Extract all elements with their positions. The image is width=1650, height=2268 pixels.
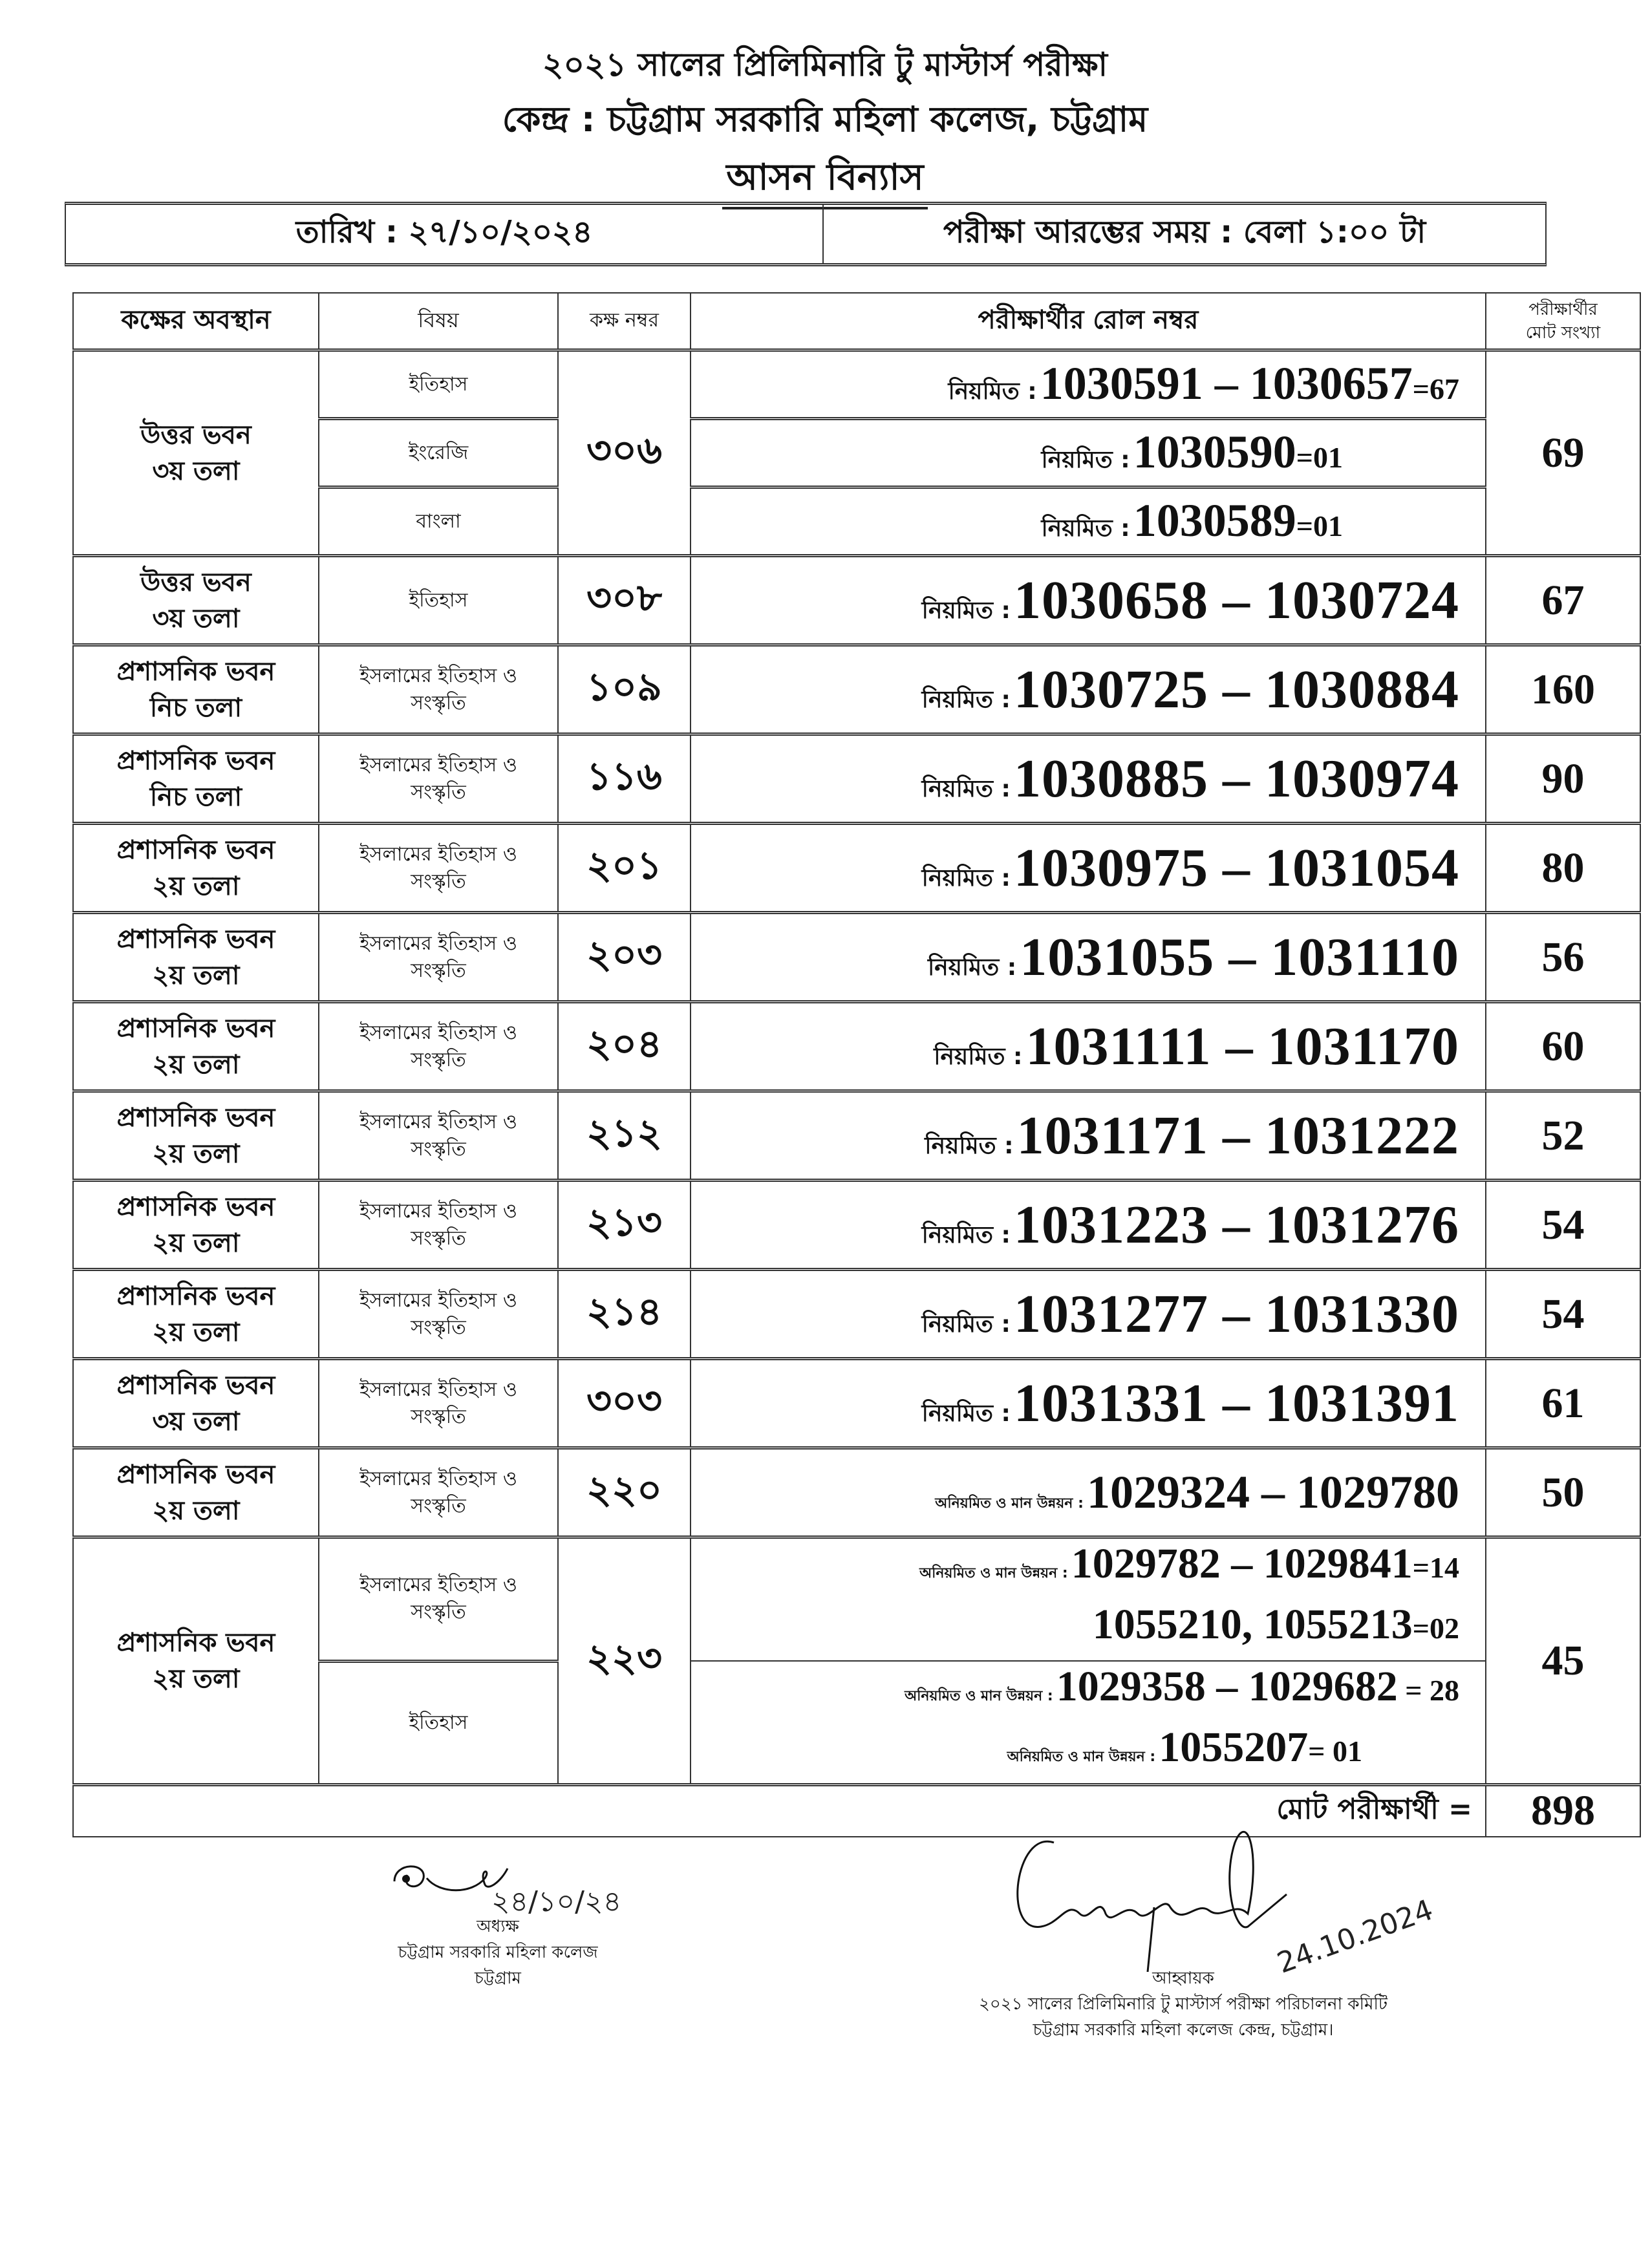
grand-total-value: 898 xyxy=(1486,1785,1640,1837)
roll-cell xyxy=(691,1002,1486,1091)
room-number: ২০১ xyxy=(558,824,691,913)
total-count: 67 xyxy=(1486,556,1640,645)
convener-center: চট্টগ্রাম সরকারি মহিলা কলেজ কেন্দ্র, চট্টগ্রাম। xyxy=(1033,2020,1334,2040)
location-floor: ৩য় তলা xyxy=(152,1406,240,1437)
roll-line xyxy=(691,1539,1459,1599)
roll-single: 1030590 xyxy=(1133,425,1296,478)
room-number: ৩০৬ xyxy=(558,350,691,556)
grand-total-row xyxy=(73,1785,1640,1837)
location-floor: ২য় তলা xyxy=(152,1049,240,1080)
roll-cell xyxy=(691,1181,1486,1270)
subject-cell xyxy=(319,645,558,734)
location-floor: ২য় তলা xyxy=(152,1664,240,1694)
subject-line: ইসলামের ইতিহাস ও xyxy=(359,1021,517,1044)
exam-center: কেন্দ্র : চট্টগ্রাম সরকারি মহিলা কলেজ, চট্টগ্রাম xyxy=(502,99,1148,140)
location-cell xyxy=(73,1448,319,1537)
table-row xyxy=(73,1270,1640,1359)
roll-range: 1031171 – 1031222 xyxy=(1016,1106,1459,1166)
roll-single: 1030589 xyxy=(1133,494,1296,546)
total-count: 54 xyxy=(1486,1270,1640,1359)
subject-cell xyxy=(319,1537,558,1662)
location-cell xyxy=(73,1270,319,1359)
grand-total-label: মোট পরীক্ষার্থী = xyxy=(73,1785,1486,1837)
regular-label: নিয়মিত : xyxy=(925,1133,1014,1159)
location-cell xyxy=(73,1181,319,1270)
location-cell xyxy=(73,1359,319,1448)
subject-line: ইসলামের ইতিহাস ও xyxy=(359,932,517,955)
principal-org: চট্টগ্রাম সরকারি মহিলা কলেজ xyxy=(398,1943,598,1962)
subject-cell xyxy=(319,1448,558,1537)
roll-count: =67 xyxy=(1412,372,1459,405)
location-cell xyxy=(73,913,319,1002)
location-cell xyxy=(73,824,319,913)
subject-line: সংস্কৃতি xyxy=(411,1137,466,1161)
total-count: 69 xyxy=(1486,350,1640,556)
roll-cell xyxy=(691,734,1486,824)
regular-label: নিয়মিত : xyxy=(921,597,1011,624)
subject-cell: ইতিহাস xyxy=(319,350,558,419)
room-number: ২১৩ xyxy=(558,1181,691,1270)
total-count: 45 xyxy=(1486,1537,1640,1785)
subject-cell: ইংরেজি xyxy=(319,419,558,487)
header-total-line1: পরীক্ষার্থীর xyxy=(1528,299,1598,319)
total-count: 160 xyxy=(1486,645,1640,734)
location-cell xyxy=(73,734,319,824)
subject-line: ইসলামের ইতিহাস ও xyxy=(359,1110,517,1133)
seat-plan-table xyxy=(72,292,1641,1837)
table-row xyxy=(73,824,1640,913)
location-floor: নিচ তলা xyxy=(149,782,242,812)
roll-range: 1030975 – 1031054 xyxy=(1014,838,1459,898)
total-count: 50 xyxy=(1486,1448,1640,1537)
location-floor: নিচ তলা xyxy=(149,692,242,723)
regular-label: নিয়মিত : xyxy=(934,1043,1023,1070)
location-building: প্রশাসনিক ভবন xyxy=(116,1013,275,1043)
header-roll: পরীক্ষার্থীর রোল নম্বর xyxy=(691,293,1486,350)
subject-line: সংস্কৃতি xyxy=(411,1601,466,1624)
subject-line: সংস্কৃতি xyxy=(411,1316,466,1339)
roll-list: 1055210, 1055213 xyxy=(1092,1601,1413,1648)
subject-line: ইসলামের ইতিহাস ও xyxy=(359,842,517,866)
roll-cell xyxy=(691,913,1486,1002)
room-number: ২০৩ xyxy=(558,913,691,1002)
irregular-label: অনিয়মিত ও মান উন্নয়ন : xyxy=(905,1688,1053,1704)
regular-label: নিয়মিত : xyxy=(948,378,1037,405)
roll-range: 1030658 – 1030724 xyxy=(1014,570,1459,630)
subject-cell xyxy=(319,556,558,645)
roll-range: 1031277 – 1031330 xyxy=(1014,1284,1459,1344)
location-floor: ২য় তলা xyxy=(152,960,240,990)
convener-handwritten-date: 24.10.2024 xyxy=(1272,1893,1438,1980)
roll-cell xyxy=(691,1661,1486,1785)
total-count: 61 xyxy=(1486,1359,1640,1448)
convener-signature-block xyxy=(860,1843,1506,2043)
location-building: প্রশাসনিক ভবন xyxy=(116,1281,275,1311)
roll-range: 1031331 – 1031391 xyxy=(1014,1373,1459,1433)
principal-signature-block xyxy=(362,1885,634,1991)
total-count: 90 xyxy=(1486,734,1640,824)
location-building: প্রশাসনিক ভবন xyxy=(116,1370,275,1400)
roll-range: 1030885 – 1030974 xyxy=(1014,749,1459,809)
subject-line: ইসলামের ইতিহাস ও xyxy=(359,1199,517,1223)
exam-title: ২০২১ সালের প্রিলিমিনারি টু মাস্টার্স পরীক্ষা xyxy=(542,46,1108,83)
location-cell xyxy=(73,556,319,645)
location-building: প্রশাসনিক ভবন xyxy=(116,1192,275,1222)
location-cell xyxy=(73,350,319,556)
room-number: ২১৪ xyxy=(558,1270,691,1359)
subject-cell xyxy=(319,824,558,913)
roll-cell xyxy=(691,556,1486,645)
subject-line: সংস্কৃতি xyxy=(411,691,466,714)
roll-count: =14 xyxy=(1412,1551,1459,1584)
room-number: ২১২ xyxy=(558,1091,691,1181)
subject-line: ইতিহাস xyxy=(409,588,468,612)
subject-cell xyxy=(319,1270,558,1359)
location-building: প্রশাসনিক ভবন xyxy=(116,656,275,687)
location-building: প্রশাসনিক ভবন xyxy=(116,1459,275,1490)
location-cell xyxy=(73,1537,319,1785)
room-number: ২২০ xyxy=(558,1448,691,1537)
roll-range: 1030591 – 1030657 xyxy=(1040,357,1413,409)
location-cell xyxy=(73,1002,319,1091)
roll-range: 1029324 – 1029780 xyxy=(1087,1466,1459,1518)
table-row xyxy=(73,1181,1640,1270)
convener-committee: ২০২১ সালের প্রিলিমিনারি টু মাস্টার্স পরীক্ষা পরিচালনা কমিটি xyxy=(978,1995,1388,2014)
table-row xyxy=(73,1091,1640,1181)
subject-cell xyxy=(319,734,558,824)
roll-range: 1030725 – 1030884 xyxy=(1014,659,1459,720)
regular-label: নিয়মিত : xyxy=(921,687,1011,713)
location-building: উত্তর ভবন xyxy=(140,567,252,597)
total-count: 56 xyxy=(1486,913,1640,1002)
roll-single: 1055207 xyxy=(1159,1724,1309,1771)
regular-label: নিয়মিত : xyxy=(1041,515,1130,542)
principal-city: চট্টগ্রাম xyxy=(475,1969,521,1988)
subject-line: সংস্কৃতি xyxy=(411,780,466,804)
principal-handwritten-date: ২৪/১০/২৪ xyxy=(491,1885,622,1918)
principal-title: অধ্যক্ষ xyxy=(477,1917,519,1936)
table-row xyxy=(73,1537,1640,1662)
subject-cell: ইতিহাস xyxy=(319,1661,558,1785)
exam-start-time: পরীক্ষা আরম্ভের সময় : বেলা ১:০০ টা xyxy=(943,213,1426,250)
roll-range: 1031111 – 1031170 xyxy=(1025,1016,1459,1076)
subject-line: ইসলামের ইতিহাস ও xyxy=(359,664,517,687)
header-subject: বিষয় xyxy=(319,293,558,350)
subject-cell xyxy=(319,1091,558,1181)
roll-cell xyxy=(691,1270,1486,1359)
room-number: ২০৪ xyxy=(558,1002,691,1091)
total-count: 60 xyxy=(1486,1002,1640,1091)
header-location: কক্ষের অবস্থান xyxy=(73,293,319,350)
location-floor: ৩য় তলা xyxy=(152,603,240,634)
location-floor: ২য় তলা xyxy=(152,1495,240,1526)
table-row xyxy=(73,1448,1640,1537)
roll-cell xyxy=(691,350,1486,419)
roll-cell xyxy=(691,824,1486,913)
table-row xyxy=(73,1359,1640,1448)
room-number: ১০৯ xyxy=(558,645,691,734)
header-room: কক্ষ নম্বর xyxy=(558,293,691,350)
regular-label: নিয়মিত : xyxy=(927,954,1017,981)
location-floor: ২য় তলা xyxy=(152,1317,240,1347)
irregular-label: অনিয়মিত ও মান উন্নয়ন : xyxy=(935,1495,1084,1512)
subject-line: সংস্কৃতি xyxy=(411,1494,466,1517)
location-floor: ২য় তলা xyxy=(152,1139,240,1169)
document-title: আসন বিন্যাস xyxy=(722,149,927,209)
regular-label: নিয়মিত : xyxy=(921,865,1011,892)
location-floor: ২য় তলা xyxy=(152,871,240,901)
table-row xyxy=(73,645,1640,734)
total-count: 80 xyxy=(1486,824,1640,913)
subject-cell xyxy=(319,1359,558,1448)
exam-date: তারিখ : ২৭/১০/২০২৪ xyxy=(66,205,824,263)
subject-line: সংস্কৃতি xyxy=(411,1226,466,1250)
total-count: 54 xyxy=(1486,1181,1640,1270)
regular-label: নিয়মিত : xyxy=(1041,446,1130,473)
roll-range: 1029358 – 1029682 xyxy=(1056,1663,1398,1710)
room-number: ১১৬ xyxy=(558,734,691,824)
location-building: প্রশাসনিক ভবন xyxy=(116,1628,275,1658)
room-number: ২২৩ xyxy=(558,1537,691,1785)
regular-label: নিয়মিত : xyxy=(921,1400,1011,1427)
total-count: 52 xyxy=(1486,1091,1640,1181)
location-floor: ৩য় তলা xyxy=(152,456,240,486)
table-row xyxy=(73,556,1640,645)
subject-line: ইসলামের ইতিহাস ও xyxy=(359,753,517,776)
subject-cell xyxy=(319,1181,558,1270)
location-building: প্রশাসনিক ভবন xyxy=(116,1102,275,1133)
location-cell xyxy=(73,645,319,734)
location-building: প্রশাসনিক ভবন xyxy=(116,924,275,954)
roll-cell xyxy=(691,1091,1486,1181)
subject-line: ইসলামের ইতিহাস ও xyxy=(359,1467,517,1490)
regular-label: নিয়মিত : xyxy=(921,1311,1011,1338)
subject-cell xyxy=(319,913,558,1002)
subject-line: সংস্কৃতি xyxy=(411,870,466,893)
roll-line xyxy=(691,1599,1459,1660)
roll-line xyxy=(691,1722,1459,1783)
roll-line xyxy=(691,1662,1459,1722)
location-building: প্রশাসনিক ভবন xyxy=(116,745,275,776)
document-header xyxy=(0,32,1650,209)
table-row xyxy=(73,350,1640,419)
roll-cell xyxy=(691,419,1486,487)
subject-line: সংস্কৃতি xyxy=(411,959,466,982)
location-building: উত্তর ভবন xyxy=(140,420,252,450)
table-header-row xyxy=(73,293,1640,350)
irregular-label: অনিয়মিত ও মান উন্নয়ন : xyxy=(919,1565,1068,1581)
location-cell xyxy=(73,1091,319,1181)
header-total xyxy=(1486,293,1640,350)
roll-count: =01 xyxy=(1296,509,1343,542)
irregular-label: অনিয়মিত ও মান উন্নয়ন : xyxy=(1007,1749,1156,1765)
roll-cell xyxy=(691,1359,1486,1448)
date-time-bar xyxy=(65,202,1547,266)
subject-line: ইসলামের ইতিহাস ও xyxy=(359,1574,517,1597)
roll-range: 1031055 – 1031110 xyxy=(1020,927,1459,987)
subject-cell: বাংলা xyxy=(319,487,558,556)
roll-cell xyxy=(691,487,1486,556)
room-number: ৩০৮ xyxy=(558,556,691,645)
roll-range: 1031223 – 1031276 xyxy=(1014,1195,1459,1255)
subject-line: সংস্কৃতি xyxy=(411,1048,466,1071)
subject-line: সংস্কৃতি xyxy=(411,1405,466,1428)
table-row xyxy=(73,734,1640,824)
roll-count: = 28 xyxy=(1397,1674,1459,1707)
roll-cell xyxy=(691,645,1486,734)
regular-label: নিয়মিত : xyxy=(921,776,1011,802)
convener-title: আহ্বায়ক xyxy=(1152,1969,1214,1988)
roll-count: = 01 xyxy=(1308,1735,1362,1768)
subject-line: ইসলামের ইতিহাস ও xyxy=(359,1289,517,1312)
roll-cell xyxy=(691,1537,1486,1662)
roll-range: 1029782 – 1029841 xyxy=(1071,1540,1413,1587)
header-total-line2: মোট সংখ্যা xyxy=(1525,323,1601,343)
roll-count: =01 xyxy=(1296,440,1343,474)
subject-cell xyxy=(319,1002,558,1091)
table-row xyxy=(73,913,1640,1002)
roll-cell xyxy=(691,1448,1486,1537)
location-floor: ২য় তলা xyxy=(152,1228,240,1258)
room-number: ৩০৩ xyxy=(558,1359,691,1448)
roll-count: =02 xyxy=(1412,1612,1459,1645)
table-row xyxy=(73,1002,1640,1091)
location-building: প্রশাসনিক ভবন xyxy=(116,835,275,865)
subject-line: ইসলামের ইতিহাস ও xyxy=(359,1378,517,1401)
regular-label: নিয়মিত : xyxy=(921,1222,1011,1248)
